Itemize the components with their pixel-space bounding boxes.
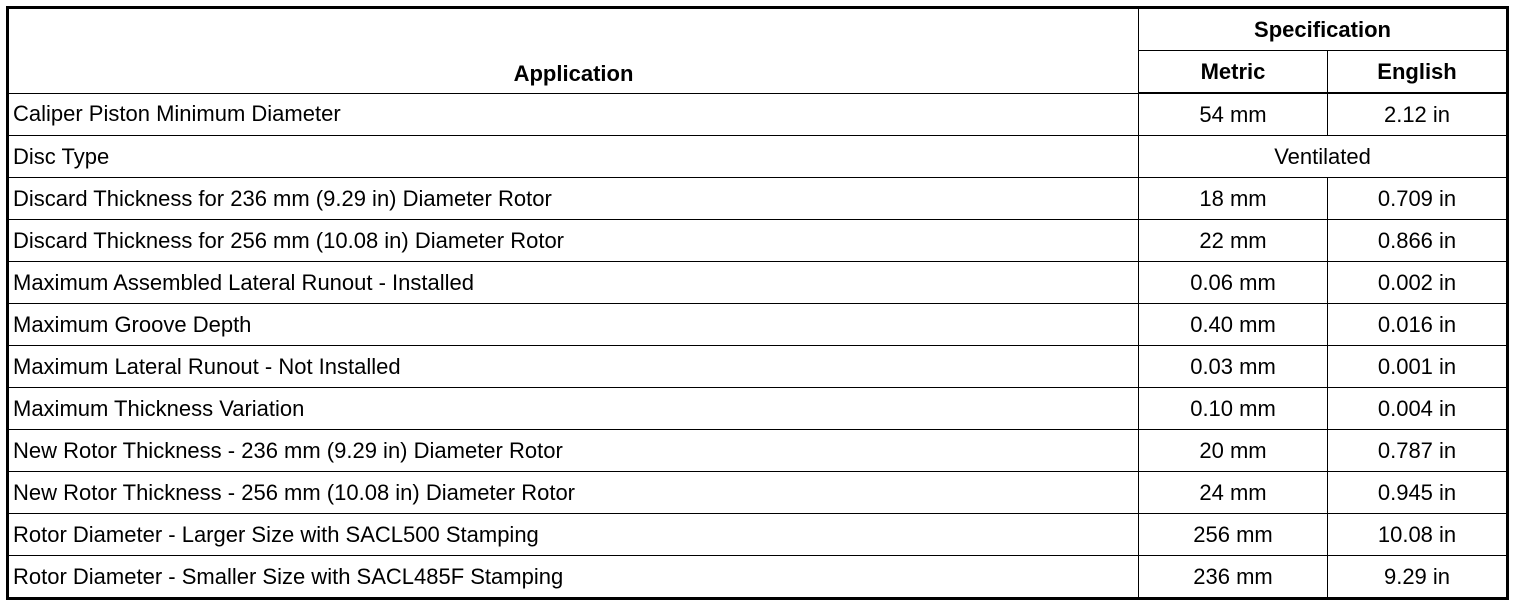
application-cell: Caliper Piston Minimum Diameter (8, 93, 1139, 136)
metric-value-cell: 0.40 mm (1139, 304, 1328, 346)
table-row (8, 262, 1508, 304)
metric-value-cell: 22 mm (1139, 220, 1328, 262)
application-cell: Rotor Diameter - Smaller Size with SACL485F Stamping (8, 556, 1139, 599)
specification-column-header: Specification (1139, 8, 1508, 51)
metric-value-cell: 0.10 mm (1139, 388, 1328, 430)
english-value-cell: 0.016 in (1328, 304, 1508, 346)
table-row (8, 93, 1508, 136)
application-cell: Maximum Groove Depth (8, 304, 1139, 346)
table-row (8, 430, 1508, 472)
application-cell: New Rotor Thickness - 236 mm (9.29 in) Diameter Rotor (8, 430, 1139, 472)
specification-table (6, 6, 1509, 600)
metric-value-cell: 24 mm (1139, 472, 1328, 514)
english-value-cell: 0.004 in (1328, 388, 1508, 430)
application-cell: Discard Thickness for 236 mm (9.29 in) Diameter Rotor (8, 178, 1139, 220)
table-row (8, 220, 1508, 262)
table-row (8, 136, 1508, 178)
table-row (8, 514, 1508, 556)
table-row (8, 472, 1508, 514)
application-column-header: Application (8, 8, 1139, 94)
metric-value-cell: 0.06 mm (1139, 262, 1328, 304)
english-value-cell: 0.866 in (1328, 220, 1508, 262)
english-value-cell: 0.002 in (1328, 262, 1508, 304)
application-cell: Maximum Lateral Runout - Not Installed (8, 346, 1139, 388)
metric-value-cell: 20 mm (1139, 430, 1328, 472)
application-cell: Maximum Assembled Lateral Runout - Installed (8, 262, 1139, 304)
english-value-cell: 2.12 in (1328, 93, 1508, 136)
table-row (8, 556, 1508, 599)
metric-value-cell: 54 mm (1139, 93, 1328, 136)
application-cell: Maximum Thickness Variation (8, 388, 1139, 430)
metric-value-cell: 0.03 mm (1139, 346, 1328, 388)
metric-value-cell: 256 mm (1139, 514, 1328, 556)
english-value-cell: 0.001 in (1328, 346, 1508, 388)
metric-column-header: Metric (1139, 51, 1328, 94)
application-cell: New Rotor Thickness - 256 mm (10.08 in) Diameter Rotor (8, 472, 1139, 514)
table-row (8, 388, 1508, 430)
table-header (8, 8, 1508, 94)
english-value-cell: 0.709 in (1328, 178, 1508, 220)
english-value-cell: 0.787 in (1328, 430, 1508, 472)
table-row (8, 178, 1508, 220)
application-cell: Discard Thickness for 256 mm (10.08 in) Diameter Rotor (8, 220, 1139, 262)
header-row-top (8, 8, 1508, 51)
table-body (8, 93, 1508, 599)
metric-value-cell: 18 mm (1139, 178, 1328, 220)
table-row (8, 304, 1508, 346)
english-value-cell: 0.945 in (1328, 472, 1508, 514)
metric-value-cell: 236 mm (1139, 556, 1328, 599)
application-cell: Rotor Diameter - Larger Size with SACL500 Stamping (8, 514, 1139, 556)
application-cell: Disc Type (8, 136, 1139, 178)
specification-merged-cell: Ventilated (1139, 136, 1508, 178)
table-row (8, 346, 1508, 388)
english-value-cell: 10.08 in (1328, 514, 1508, 556)
english-column-header: English (1328, 51, 1508, 94)
english-value-cell: 9.29 in (1328, 556, 1508, 599)
